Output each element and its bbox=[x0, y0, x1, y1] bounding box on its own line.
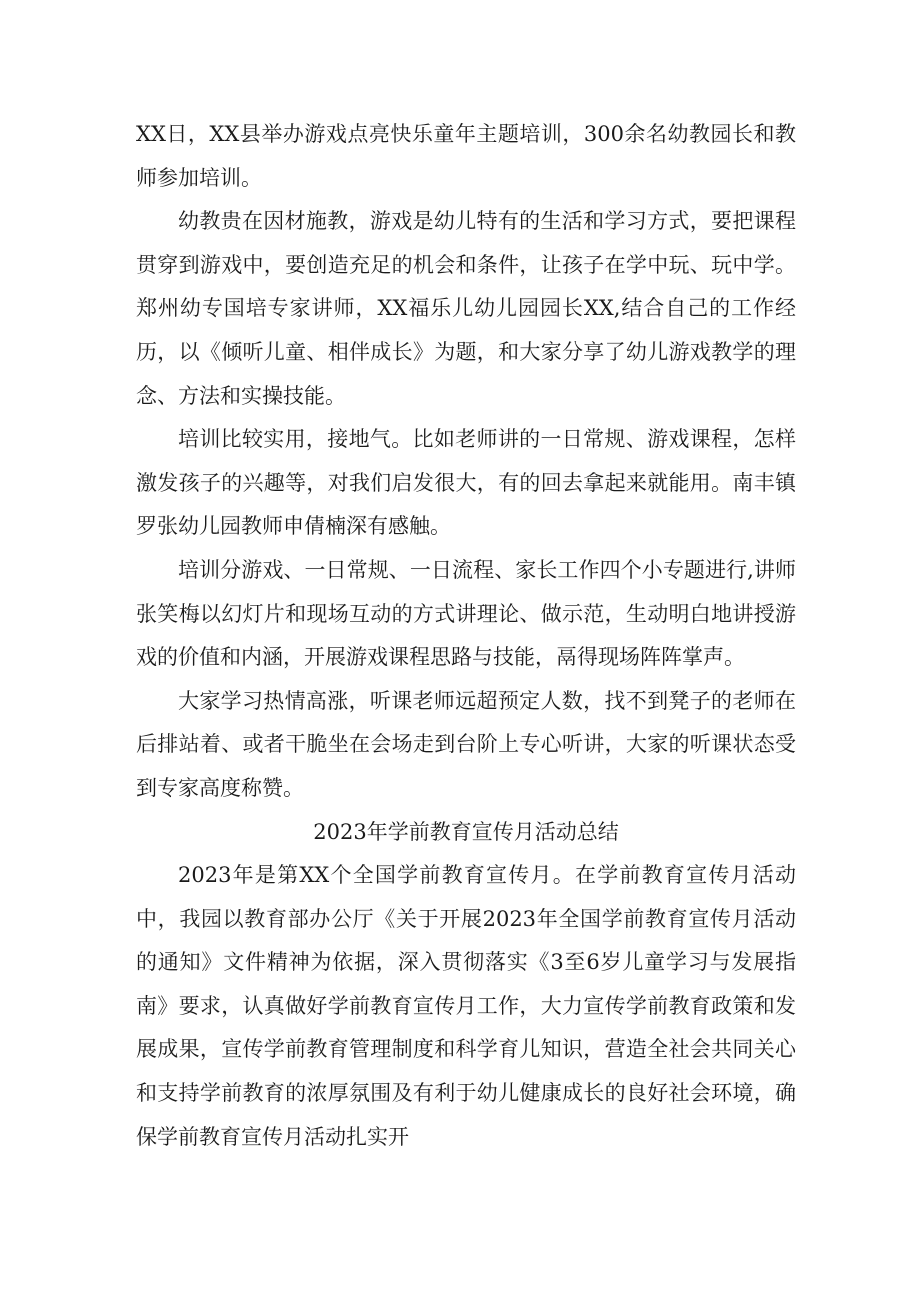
section-title: 2023年学前教育宣传月活动总结 bbox=[313, 819, 619, 844]
document-body bbox=[136, 113, 796, 1159]
paragraph-publicity-month: 2023年是第XX个全国学前教育宣传月。在学前教育宣传月活动中，我园以教育部办公厅《关于开展2023年全国学前教育宣传月活动的通知》文件精神为依据，深入贯彻落实《3至6岁儿童学习与发展指南》要求，认真做好学前教育宣传月工作，大力宣传学前教育政策和发展成果，宣传学前教育管理制度和科学育儿知识，营造全社会共同关心和支持学前教育的浓厚氛围及有利于幼儿健康成长的良好社会环境，确保学前教育宣传月活动扎实开 bbox=[136, 863, 796, 1149]
paragraph-teacher-feedback: 培训比较实用，接地气。比如老师讲的一日常规、游戏课程，怎样激发孩子的兴趣等，对我们启发很大，有的回去拿起来就能用。南丰镇罗张幼儿园教师申倩楠深有感触。 bbox=[136, 427, 796, 539]
paragraph-teaching-philosophy: 幼教贵在因材施教，游戏是幼儿特有的生活和学习方式，要把课程贯穿到游戏中，要创造充足的机会和条件，让孩子在学中玩、玩中学。郑州幼专国培专家讲师，XX福乐儿幼儿园园长XX,结合自己的工作经历，以《倾听儿童、相伴成长》为题，和大家分享了幼儿游戏教学的理念、方法和实操技能。 bbox=[136, 209, 796, 408]
paragraph-learning-enthusiasm: 大家学习热情高涨，听课老师远超预定人数，找不到凳子的老师在后排站着、或者干脆坐在会场走到台阶上专心听讲，大家的听课状态受到专家高度称赞。 bbox=[136, 688, 796, 800]
paragraph-training-intro: XX日，XX县举办游戏点亮快乐童年主题培训，300余名幼教园长和教师参加培训。 bbox=[136, 122, 796, 190]
paragraph-training-topics: 培训分游戏、一日常规、一日流程、家长工作四个小专题进行,讲师张笑梅以幻灯片和现场互动的方式讲理论、做示范，生动明白地讲授游戏的价值和内涵，开展游戏课程思路与技能，鬲得现场阵阵掌声。 bbox=[136, 557, 796, 670]
